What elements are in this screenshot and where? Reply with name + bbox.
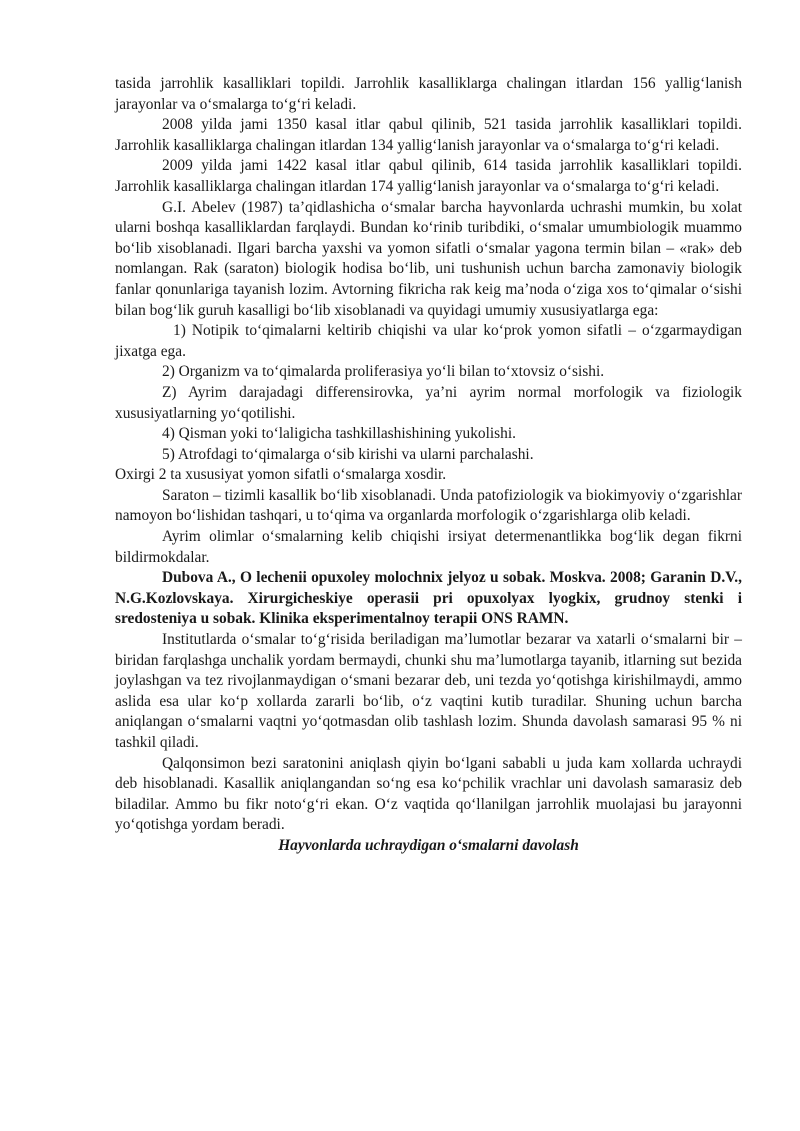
reference-paragraph: Dubova A., O lechenii opuxoley molochnix jelyoz u sobak. Moskva. 2008; Garanin D.V., N.G.Kozlovskaya. Xirurgicheskiye operasii pri opuxolyax lyogkix, grudnoy stenki i sredosteniya u sobak. Klinika eksperimentalnoy terapii ONS RAMN.	[115, 569, 742, 628]
paragraph: Oxirgi 2 ta xususiyat yomon sifatli o‘smalarga xosdir.	[115, 466, 447, 484]
paragraph: tasida jarrohlik kasalliklari topildi. Jarrohlik kasalliklarga chalingan itlardan 156 yallig‘lanish jarayonlar va o‘smalarga to‘g‘ri keladi.	[115, 75, 742, 113]
section-heading: Hayvonlarda uchraydigan o‘smalarni davolash	[278, 836, 579, 854]
list-item: 4) Qisman yoki to‘laligicha tashkillashishining yukolishi.	[162, 425, 516, 443]
paragraph: Qalqonsimon bezi saratonini aniqlash qiyin bo‘lgani sababli u juda kam xollarda uchraydi deb hisoblanadi. Kasallik aniqlangandan so‘ng esa ko‘pchilik vrachlar uni davolash samarasiz deb biladilar. Ammo bu fikr noto‘g‘ri ekan. O‘z vaqtida qo‘llanilgan jarrohlik muolajasi bu jarayonni yo‘qotishga yordam beradi.	[115, 754, 742, 834]
list-item: 2) Organizm va to‘qimalarda proliferasiya yo‘li bilan to‘xtovsiz o‘sishi.	[162, 363, 605, 381]
list-item: Z) Ayrim darajadagi differensirovka, ya’ni ayrim normal morfologik va fiziologik xususiyatlarning yo‘qotilishi.	[115, 383, 742, 422]
list-item: 1) Notipik to‘qimalarni keltirib chiqishi va ular ko‘prok yomon sifatli – o‘zgarmaydigan jixatga ega.	[115, 322, 742, 360]
list-item: 5) Atrofdagi to‘qimalarga o‘sib kirishi va ularni parchalashi.	[162, 445, 534, 463]
paragraph: G.I. Abelev (1987) ta’qidlashicha o‘smalar barcha hayvonlarda uchrashi mumkin, bu xolat ularni boshqa kasalliklardan farqlaydi. Bundan ko‘rinib turibdiki, o‘smalar umumbiologik muammo bo‘lib xisoblanadi. Ilgari barcha yaxshi va yomon sifatli o‘smalar yagona termin bilan – «rak» deb nomlangan. Rak (saraton) biologik hodisa bo‘lib, uni tushunish uchun barcha zamonaviy biologik fanlar qonunlariga tayanish lozim. Avtorning fikricha rak keig ma’noda o‘ziga xos to‘qimalar o‘sishi bilan bog‘lik guruh kasalligi bo‘lib xisoblanadi va quyidagi umumiy xususiyatlarga ega:	[115, 198, 742, 319]
paragraph: Saraton – tizimli kasallik bo‘lib xisoblanadi. Unda patofiziologik va biokimyoviy o‘zgarishlar namoyon bo‘lishidan tashqari, u to‘qima va organlarda morfologik o‘zgarishlarga olib keladi.	[115, 486, 742, 525]
paragraph: 2008 yilda jami 1350 kasal itlar qabul qilinib, 521 tasida jarrohlik kasalliklari topildi. Jarrohlik kasalliklarga chalingan itlardan 134 yallig‘lanish jarayonlar va o‘smalarga to‘g‘ri keladi.	[115, 116, 742, 154]
paragraph: 2009 yilda jami 1422 kasal itlar qabul qilinib, 614 tasida jarrohlik kasalliklari topildi. Jarrohlik kasalliklarga chalingan itlardan 174 yallig‘lanish jarayonlar va o‘smalarga to‘g‘ri keladi.	[115, 157, 742, 195]
paragraph: Ayrim olimlar o‘smalarning kelib chiqishi irsiyat determenantlikka bog‘lik degan fikrni bildirmokdalar.	[115, 528, 742, 566]
paragraph: Institutlarda o‘smalar to‘g‘risida beriladigan ma’lumotlar bezarar va xatarli o‘smalarni bir – biridan farqlashga unchalik yordam bermaydi, chunki shu ma’lumotlarga tayanib, itlarning sut bezida joylashgan va tez rivojlanmaydigan o‘smani bezarar deb, uni tezda yo‘qotishga kirishilmaydi, ammo aslida esa ular ko‘p xollarda zararli bo‘lib, o‘z vaqtini kutib turadilar. Shuning uchun barcha aniqlangan o‘smalarni vaqtni yo‘qotmasdan olib tashlash lozim. Shunda davolash samarasi 95 % ni tashkil qiladi.	[115, 631, 742, 751]
document-page	[115, 74, 742, 857]
